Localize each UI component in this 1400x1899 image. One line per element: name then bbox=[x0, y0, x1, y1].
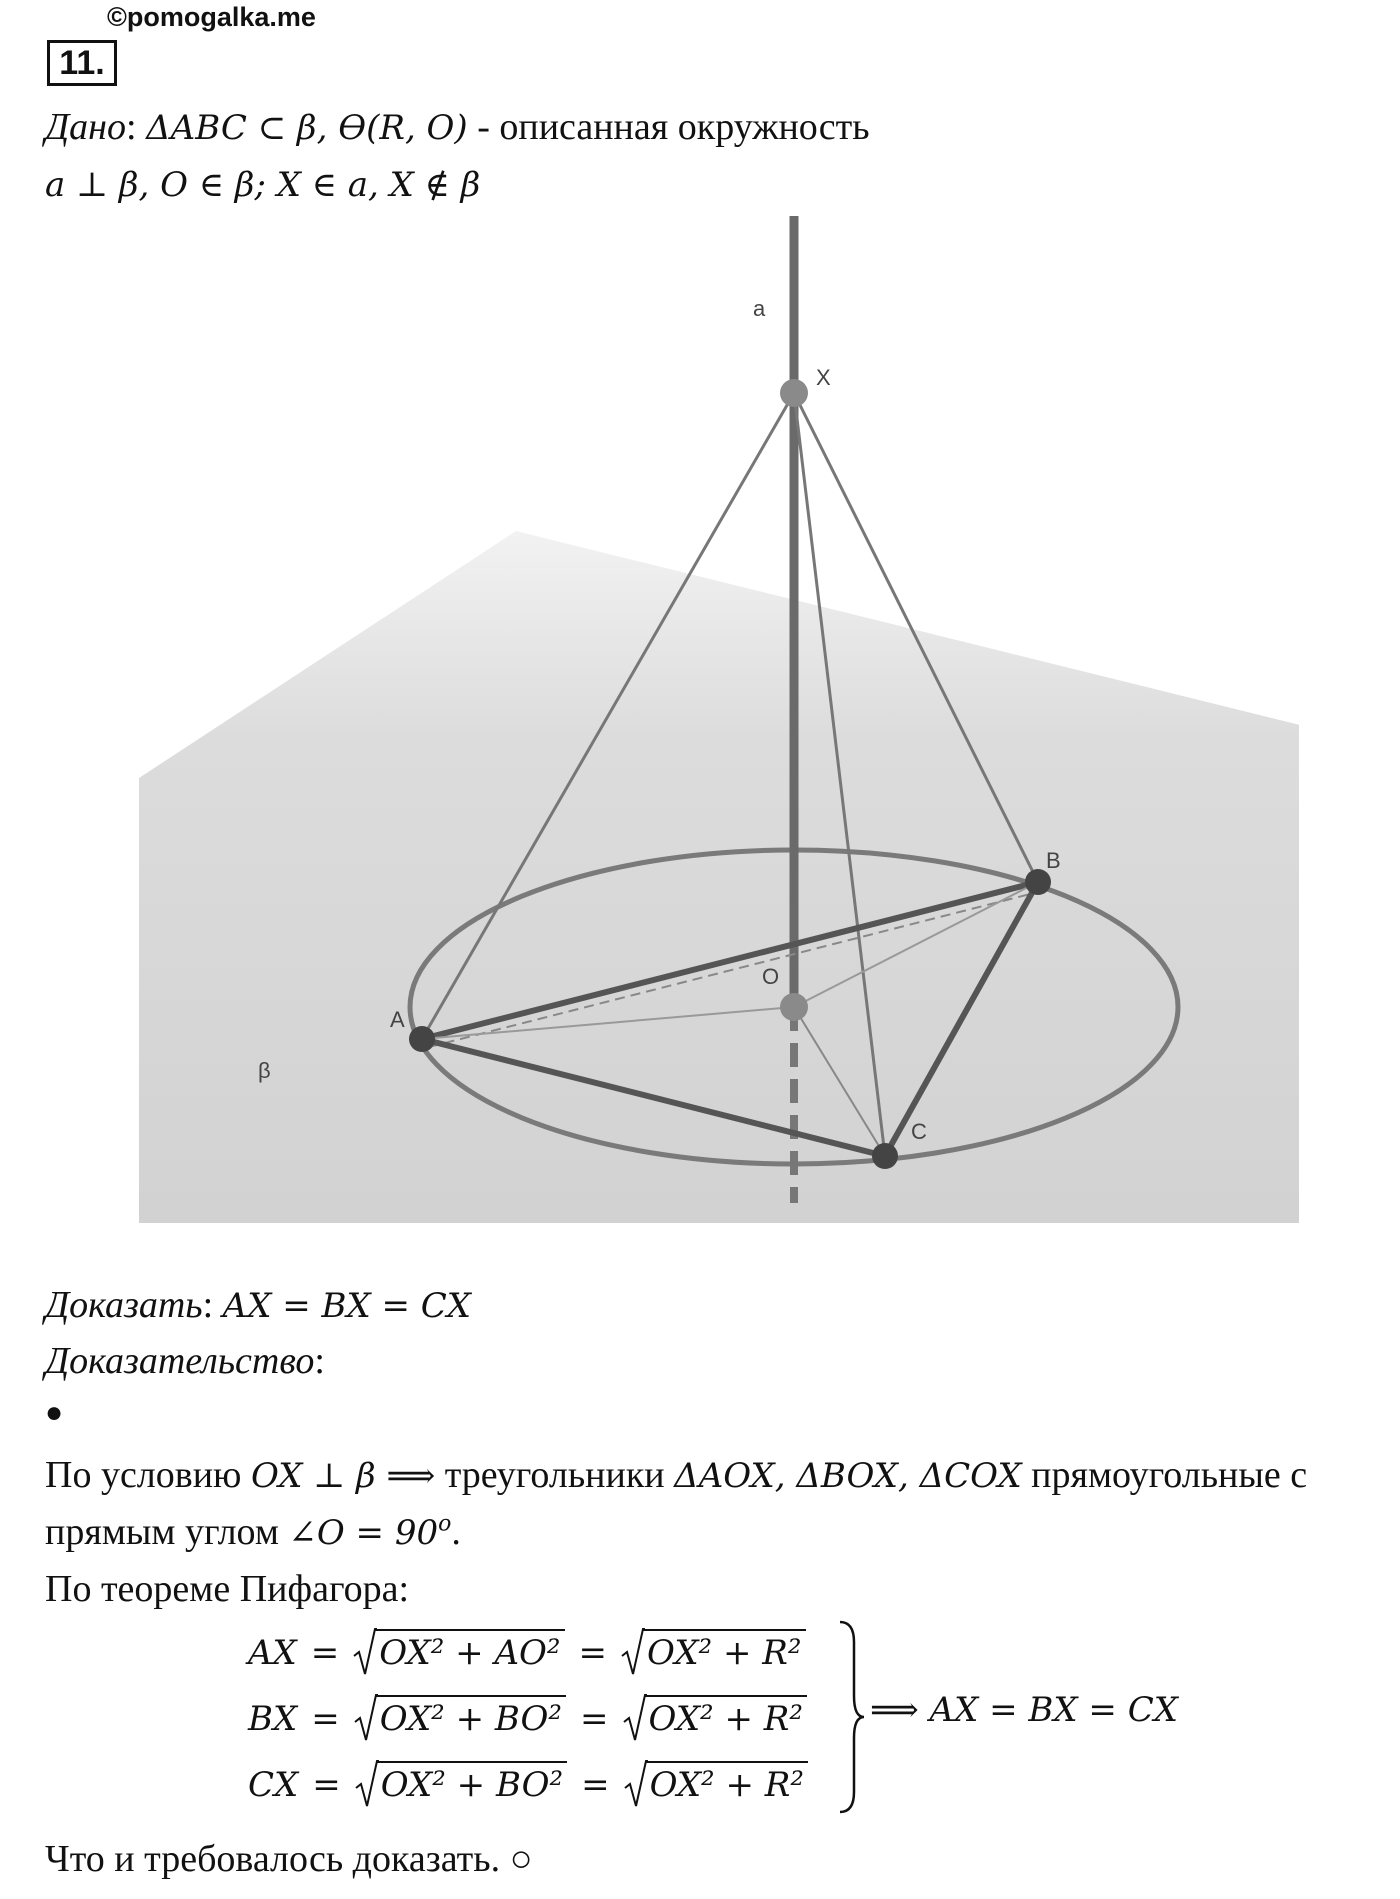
prove-line bbox=[45, 1286, 471, 1324]
radicand: OX² + R² bbox=[646, 1761, 808, 1807]
equation-lhs: BX bbox=[248, 1699, 298, 1739]
equation-block bbox=[248, 1620, 808, 1818]
radicand: OX² + R² bbox=[645, 1695, 807, 1741]
proof-text-2b: . bbox=[451, 1511, 461, 1553]
proof-bullet: ● bbox=[45, 1396, 64, 1429]
label-a-line: a bbox=[753, 296, 766, 321]
radicand: OX² + BO² bbox=[376, 1695, 566, 1741]
problem-number: 11. bbox=[47, 40, 117, 86]
proof-heading bbox=[45, 1342, 325, 1380]
pythagoras-line: По теореме Пифагора: bbox=[45, 1568, 410, 1610]
proof-text-1c: прямоугольные с bbox=[1021, 1454, 1308, 1496]
sqrt-expression bbox=[355, 1752, 567, 1818]
equation-row bbox=[248, 1620, 808, 1686]
point-a bbox=[409, 1026, 435, 1052]
colon: : bbox=[202, 1284, 223, 1326]
equals-sign: = bbox=[311, 1699, 340, 1739]
degree-sup: o bbox=[438, 1511, 452, 1537]
label-o: O bbox=[762, 964, 780, 989]
given-line-2 bbox=[45, 165, 480, 203]
radicand: OX² + BO² bbox=[377, 1761, 567, 1807]
sqrt-expression bbox=[354, 1686, 566, 1752]
equation-lhs: CX bbox=[248, 1765, 299, 1805]
point-x bbox=[780, 379, 808, 407]
equation-row bbox=[248, 1686, 808, 1752]
colon: : bbox=[126, 106, 147, 148]
point-c bbox=[872, 1143, 898, 1169]
equals-sign: = bbox=[310, 1633, 340, 1673]
label-beta: β bbox=[258, 1058, 271, 1083]
given-math-2: a ⊥ β, O ∈ β; X ∈ a, X ∉ β bbox=[45, 165, 481, 205]
geometry-figure bbox=[139, 213, 1299, 1223]
plane-beta bbox=[139, 531, 1299, 1223]
given-math-1: ΔABC ⊂ β, Ɵ(R, O) bbox=[146, 108, 468, 148]
equals-sign: = bbox=[312, 1765, 341, 1805]
equals-sign: = bbox=[578, 1633, 608, 1673]
label-b: B bbox=[1046, 848, 1061, 873]
qed-line: Что и требовалось доказать. ○ bbox=[45, 1838, 533, 1880]
proof-text-1b: треугольники bbox=[435, 1454, 675, 1496]
conclusion: ⟹ AX = BX = CX bbox=[870, 1690, 1178, 1730]
given-label: Дано bbox=[45, 106, 127, 148]
given-text-1: - описанная окружность bbox=[467, 106, 870, 148]
proof-label: Доказательство bbox=[45, 1340, 315, 1382]
equation-row bbox=[248, 1752, 808, 1818]
sqrt-expression bbox=[353, 1620, 564, 1686]
label-c: C bbox=[911, 1119, 927, 1144]
equals-sign: = bbox=[580, 1699, 609, 1739]
proof-text-1a: По условию bbox=[45, 1454, 251, 1496]
radicand: OX² + R² bbox=[643, 1629, 805, 1675]
prove-math: AX = BX = CX bbox=[222, 1286, 472, 1326]
proof-line-1 bbox=[45, 1456, 1307, 1494]
label-a-point: A bbox=[390, 1007, 405, 1032]
radicand: OX² + AO² bbox=[375, 1629, 564, 1675]
proof-math-1a: OX ⊥ β ⟹ bbox=[250, 1456, 436, 1496]
watermark: ©pomogalka.me bbox=[107, 2, 316, 32]
label-x: X bbox=[816, 365, 831, 390]
colon: : bbox=[314, 1340, 325, 1382]
proof-math-1b: ΔAOX, ΔBOX, ΔCOX bbox=[674, 1456, 1022, 1496]
prove-label: Доказать bbox=[45, 1284, 203, 1326]
proof-text-2a: прямым углом bbox=[45, 1511, 289, 1553]
sqrt-expression bbox=[624, 1752, 808, 1818]
right-brace bbox=[836, 1618, 866, 1816]
sqrt-expression bbox=[621, 1620, 805, 1686]
point-o bbox=[780, 993, 808, 1021]
sqrt-expression bbox=[623, 1686, 807, 1752]
proof-line-2 bbox=[45, 1513, 461, 1551]
equals-sign: = bbox=[581, 1765, 610, 1805]
equation-lhs: AX bbox=[248, 1633, 297, 1673]
proof-math-2: ∠O = 90 bbox=[288, 1513, 439, 1553]
given-line-1 bbox=[45, 108, 870, 146]
